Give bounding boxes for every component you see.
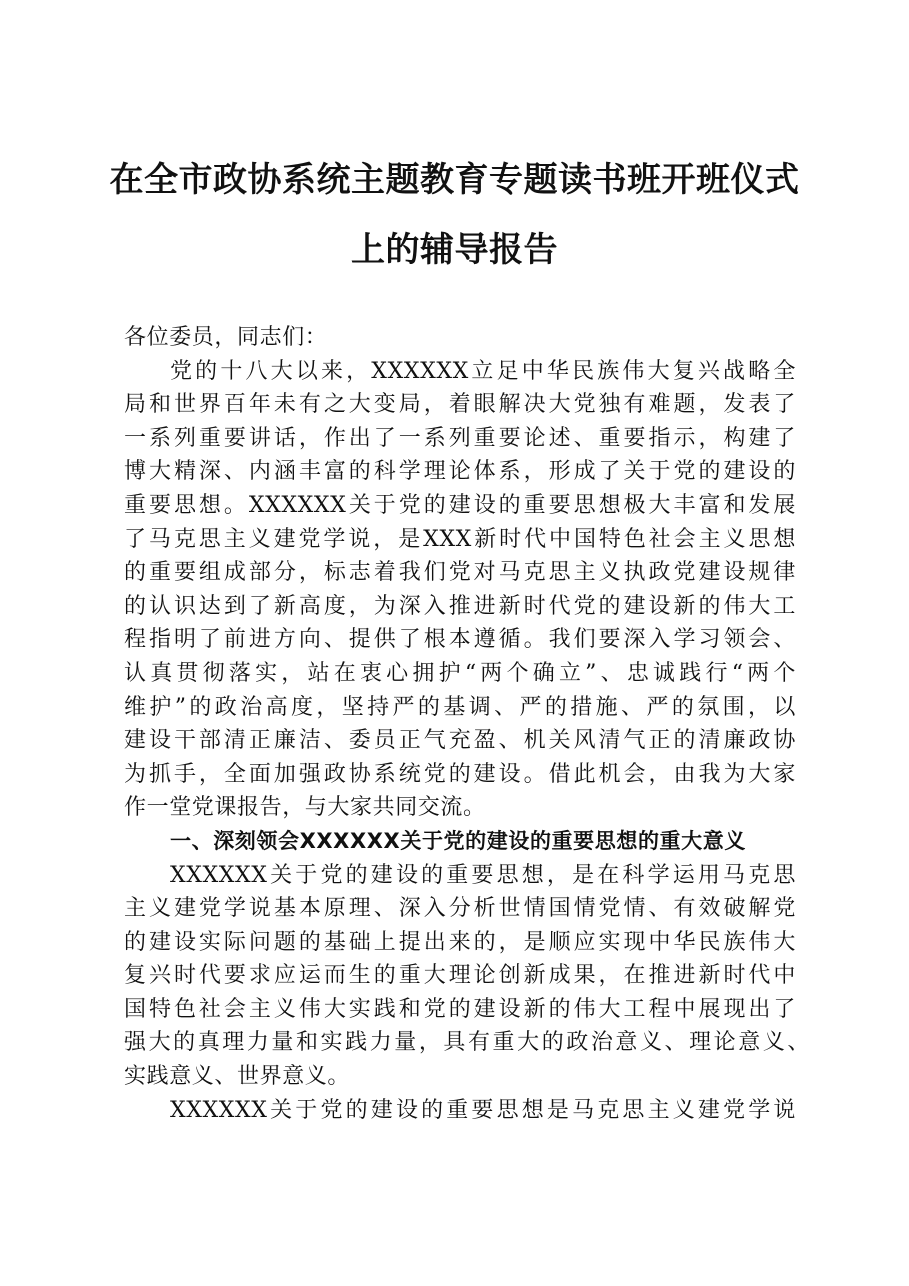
paragraph-2-line: 的建设实际问题的基础上提出来的，是顺应实现中华民族伟大 [124,929,796,955]
paragraph-2-line: 复兴时代要求应运而生的重大理论创新成果，在推进新时代中 [124,963,796,989]
salutation: 各位委员，同志们： [124,325,328,350]
paragraph-1-line: 重要思想。XXXXXX关于党的建设的重要思想极大丰富和发展 [124,492,796,518]
document-body [124,321,810,1127]
paragraph-1-line: 一系列重要讲话，作出了一系列重要论述、重要指示，构建了 [124,425,796,451]
paragraph-1-line: 的重要组成部分，标志着我们党对马克思主义执政党建设规律 [124,560,796,586]
paragraph-2-line: 主义建党学说基本原理、深入分析世情国情党情、有效破解党 [124,896,796,922]
paragraph-1-line: 建设干部清正廉洁、委员正气充盈、机关风清气正的清廉政协 [124,728,796,754]
paragraph-3-line: XXXXXX关于党的建设的重要思想是马克思主义建党学说 [170,1097,796,1123]
paragraph-1-line: 程指明了前进方向、提供了根本遵循。我们要深入学习领会、 [124,627,796,653]
paragraph-1-line: 为抓手，全面加强政协系统党的建设。借此机会，由我为大家 [124,761,796,787]
section-heading-1: 一、深刻领会XXXXXX关于党的建设的重要思想的重大意义 [170,828,746,853]
paragraph-2-line: XXXXXX关于党的建设的重要思想，是在科学运用马克思 [170,862,796,888]
paragraph-2-line: 国特色社会主义伟大实践和党的建设新的伟大工程中展现出了 [124,996,796,1022]
paragraph-1-line: 作一堂党课报告，与大家共同交流。 [124,795,486,821]
paragraph-1-line: 维护”的政治高度，坚持严的基调、严的措施、严的氛围，以 [124,694,796,720]
paragraph-2-line: 强大的真理力量和实践力量，具有重大的政治意义、理论意义、 [124,1030,810,1056]
document-title-line-2: 上的辅导报告 [351,230,558,270]
paragraph-1-line: 博大精深、内涵丰富的科学理论体系，形成了关于党的建设的 [124,459,796,485]
paragraph-1-line: 了马克思主义建党学说，是XXX新时代中国特色社会主义思想 [124,526,796,552]
paragraph-1-line: 认真贯彻落实，站在衷心拥护“两个确立”、忠诚践行“两个 [124,660,796,686]
paragraph-1-line: 的认识达到了新高度，为深入推进新时代党的建设新的伟大工 [124,593,796,619]
paragraph-1-line: 党的十八大以来，XXXXXX立足中华民族伟大复兴战略全 [170,358,796,384]
paragraph-1-line: 局和世界百年未有之大变局，着眼解决大党独有难题，发表了 [124,392,796,418]
paragraph-2-line: 实践意义、世界意义。 [124,1064,351,1090]
document-title-line-1: 在全市政协系统主题教育专题读书班开班仪式 [109,160,800,200]
